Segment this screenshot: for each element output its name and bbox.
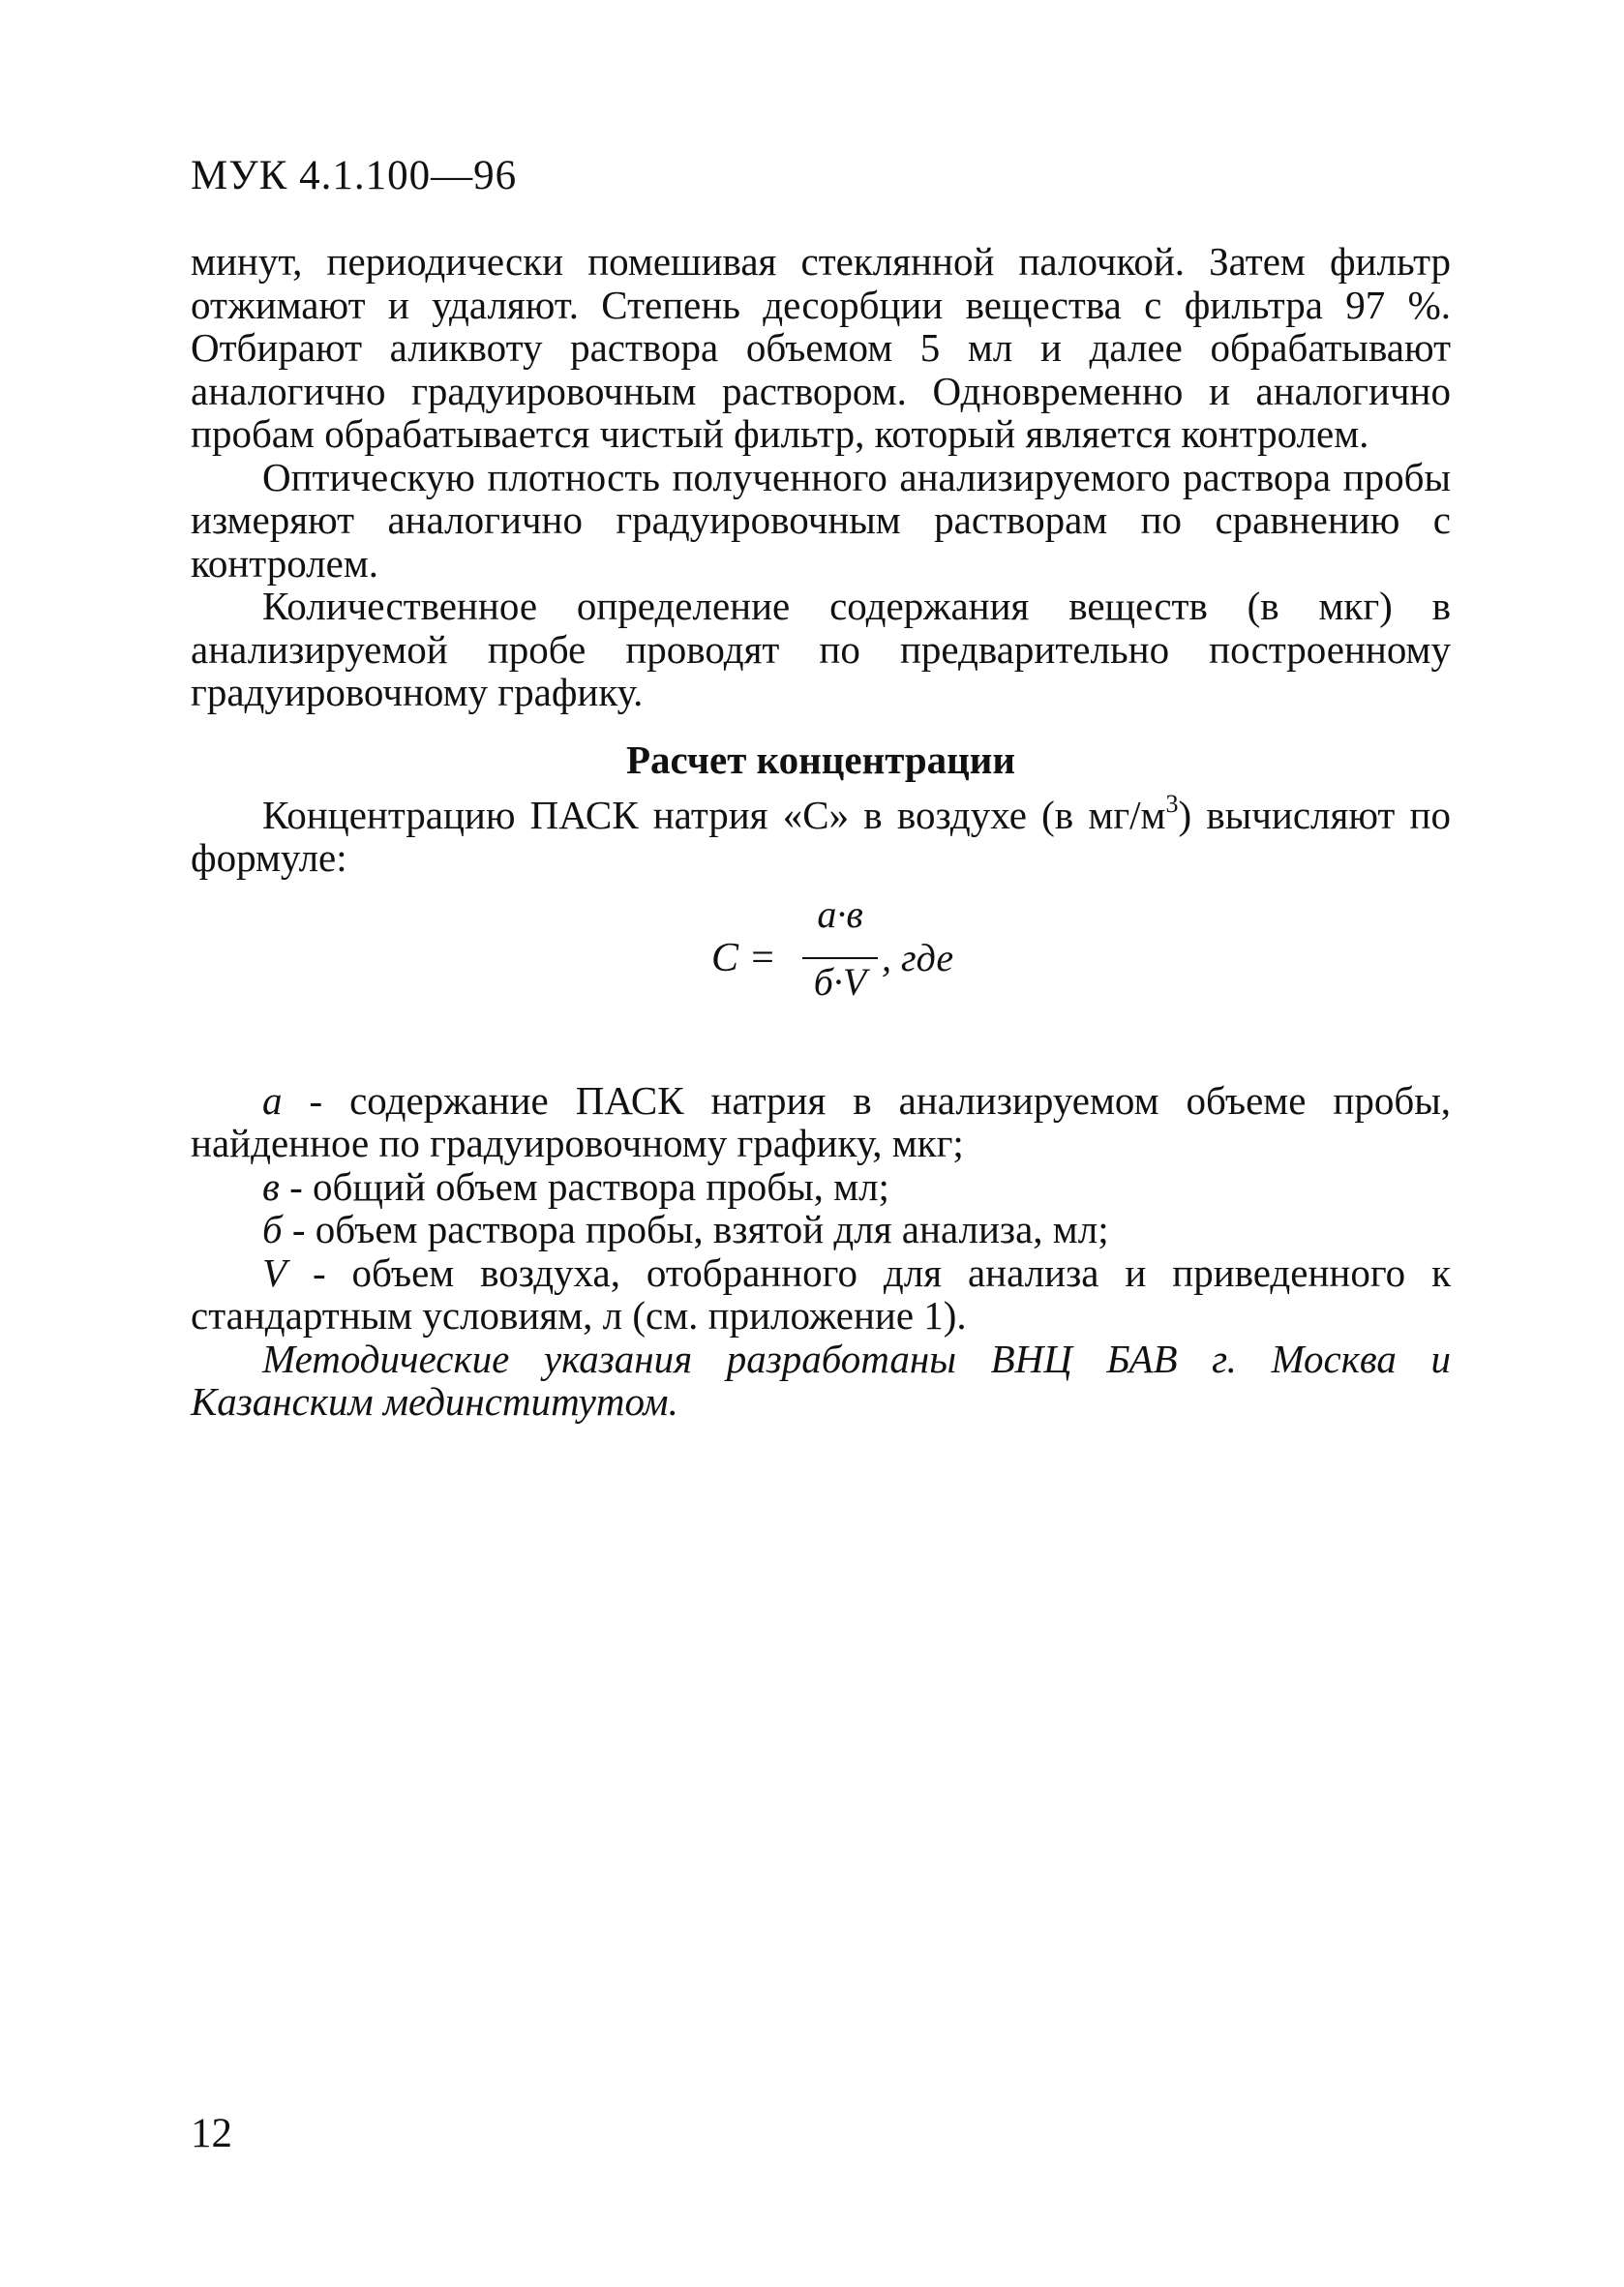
document-body: [191, 240, 1451, 1424]
definition-a: [191, 1079, 1451, 1165]
definition-text: - содержание ПАСК натрия в анализируемом объеме пробы, найденное по градуировочному графику, мкг;: [191, 1077, 1451, 1165]
definition-text: - объем раствора пробы, взятой для анализа, мл;: [282, 1207, 1109, 1251]
formula-fraction-bar: [802, 957, 878, 959]
formula-tail: , где: [882, 935, 954, 979]
definition-symbol: а: [262, 1077, 283, 1123]
variable-definitions: [191, 1079, 1451, 1338]
formula-intro-superscript: 3: [1165, 789, 1179, 818]
formula-denominator: б·V: [813, 959, 867, 1004]
formula-numerator: a·в: [817, 891, 863, 936]
formula-intro-text: Концентрацию ПАСК натрия «С» в воздухе (в мг/м: [262, 792, 1166, 837]
definition-text: - общий объем раствора пробы, мл;: [279, 1163, 889, 1209]
concentration-formula: [191, 893, 1451, 1038]
formula-intro: [191, 789, 1451, 880]
definition-volume: [191, 1251, 1451, 1338]
formula-intro-text-end: ) вычисляют по формуле:: [191, 792, 1451, 880]
definition-text: - объем воздуха, отобранного для анализа и приведенного к стандартным условиям, л (см. приложение 1).: [191, 1249, 1451, 1338]
paragraph-optical-density: Оптическую плотность полученного анализируемого раствора пробы измеряют аналогично градуировочным растворам по сравнению с контролем.: [191, 454, 1451, 586]
closing-note: Методические указания разработаны ВНЦ БАВ г. Москва и Казанским мединститутом.: [191, 1336, 1451, 1424]
section-heading: Расчет концентрации: [625, 737, 1016, 782]
page-number: 12: [191, 2111, 232, 2156]
paragraph-quantitative: Количественное определение содержания веществ (в мкг) в анализируемой пробе проводят по предварительно построенному градуировочному графику.: [191, 584, 1451, 714]
formula-lhs: C =: [711, 935, 776, 980]
definition-b: [191, 1208, 1451, 1251]
paragraph-continuation: минут, периодически помешивая стеклянной палочкой. Затем фильтр отжимают и удаляют. Степень десорбции вещества с фильтра 97 %. Отбирают аликвоту раствора объемом 5 мл и далее обрабатывают аналогично градуировочным раствором. Одновременно и аналогично пробам обрабатывается чистый фильтр, который является контролем.: [191, 239, 1451, 456]
definition-symbol: V: [262, 1249, 287, 1295]
definition-symbol: в: [262, 1163, 280, 1209]
document-code-header: МУК 4.1.100—96: [191, 153, 518, 198]
definition-v: [191, 1165, 1451, 1209]
definition-symbol: б: [262, 1207, 283, 1251]
